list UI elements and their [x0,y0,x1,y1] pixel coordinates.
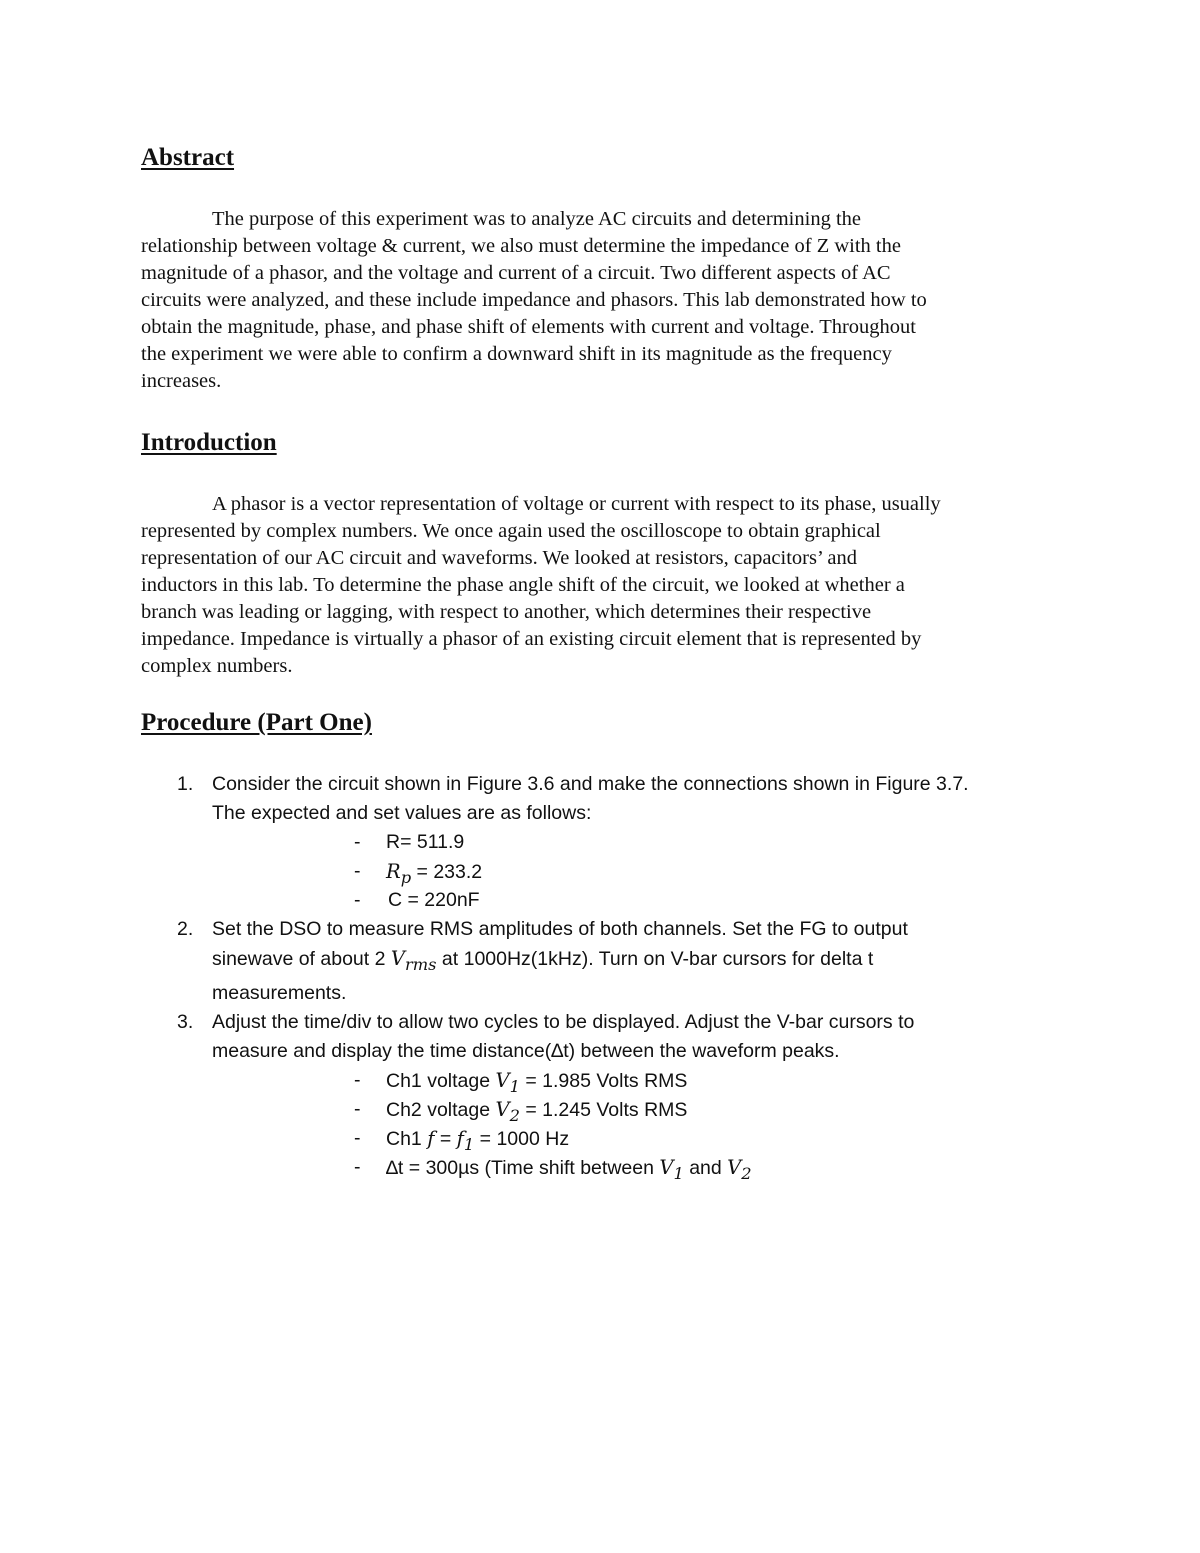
step-number: 3. [177,1010,194,1033]
ch1-frequency: Ch1 $f = f_1 = 1000$ Hz [386,1126,570,1154]
time-shift: ∆t = 300µs (Time shift between $V_1$ and $V_2$ [386,1155,752,1183]
step-text: Adjust the time/div to allow two cycles to be displayed. Adjust the V-bar cursors to [212,1010,915,1033]
list-item [141,857,1081,886]
capacitance-value: C = 220nF [388,889,480,911]
introduction-line: A phasor is a vector representation of voltage or current with respect to its phase, usually [212,493,941,515]
resistance-value: R= 511.9 [386,831,465,853]
step-number: 1. [177,773,194,795]
introduction-line: branch was leading or lagging, with respect to another, which determines their respective [141,601,872,623]
abstract-heading: Abstract [141,144,235,171]
list-dash: - [354,1126,361,1149]
list-item [141,1095,1081,1124]
procedure-list [141,770,1081,1182]
introduction-line: complex numbers. [141,655,293,677]
introduction-line: impedance. Impedance is virtually a phasor of an existing circuit element that is represented by [141,628,922,650]
introduction-line: inductors in this lab. To determine the phase angle shift of the circuit, we looked at whether a [141,574,905,596]
step-text: The expected and set values are as follows: [212,802,592,824]
procedure-step-3 [141,1008,1081,1066]
list-dash: - [354,1068,361,1091]
step-text: measurements. [212,981,347,1004]
abstract-line: relationship between voltage & current, we also must determine the impedance of Z with the [141,235,901,257]
abstract-line: circuits were analyzed, and these include impedance and phasors. This lab demonstrated how to [141,289,927,311]
ch1-voltage: Ch1 voltage $V_1 = 1.985$ Volts RMS [386,1068,688,1096]
ch2-voltage: Ch2 voltage $V_2 = 1.245$ Volts RMS [386,1097,688,1125]
list-dash: - [354,1155,361,1178]
step-text: Consider the circuit shown in Figure 3.6 and make the connections shown in Figure 3.7. [212,773,969,795]
procedure-heading: Procedure (Part One) [141,709,372,736]
list-dash: - [354,1097,361,1120]
list-dash: - [354,889,361,911]
abstract-paragraph [141,206,1061,395]
step-text: Set the DSO to measure RMS amplitudes of both channels. Set the FG to output [212,918,908,940]
step-text: measure and display the time distance(∆t) between the waveform peaks. [212,1039,840,1062]
procedure-step-1 [141,770,1081,828]
abstract-line: obtain the magnitude, phase, and phase shift of elements with current and voltage. Throughout [141,316,917,338]
rp-value: $R_p = 233.2$ [386,860,483,887]
list-dash: - [354,860,361,882]
introduction-heading: Introduction [141,429,277,456]
abstract-line: The purpose of this experiment was to analyze AC circuits and determining the [212,208,861,230]
introduction-line: representation of our AC circuit and waveforms. We looked at resistors, capacitors’ and [141,547,857,569]
abstract-line: increases. [141,370,222,392]
abstract-line: the experiment we were able to confirm a downward shift in its magnitude as the frequency [141,343,892,365]
list-item [141,1124,1081,1153]
list-item [141,886,1081,915]
introduction-line: represented by complex numbers. We once again used the oscilloscope to obtain graphical [141,520,881,542]
list-dash: - [354,831,361,853]
abstract-line: magnitude of a phasor, and the voltage and current of a circuit. Two different aspects of AC [141,262,891,284]
procedure-step-2 [141,915,1081,1008]
list-item [141,1153,1081,1182]
introduction-paragraph [141,491,1061,680]
step-number: 2. [177,918,194,940]
step-text: sinewave of about 2 $V_{rms}$ at 1000Hz(1kHz). Turn on V-bar cursors for delta t [212,947,874,974]
list-item [141,828,1081,857]
list-item [141,1066,1081,1095]
